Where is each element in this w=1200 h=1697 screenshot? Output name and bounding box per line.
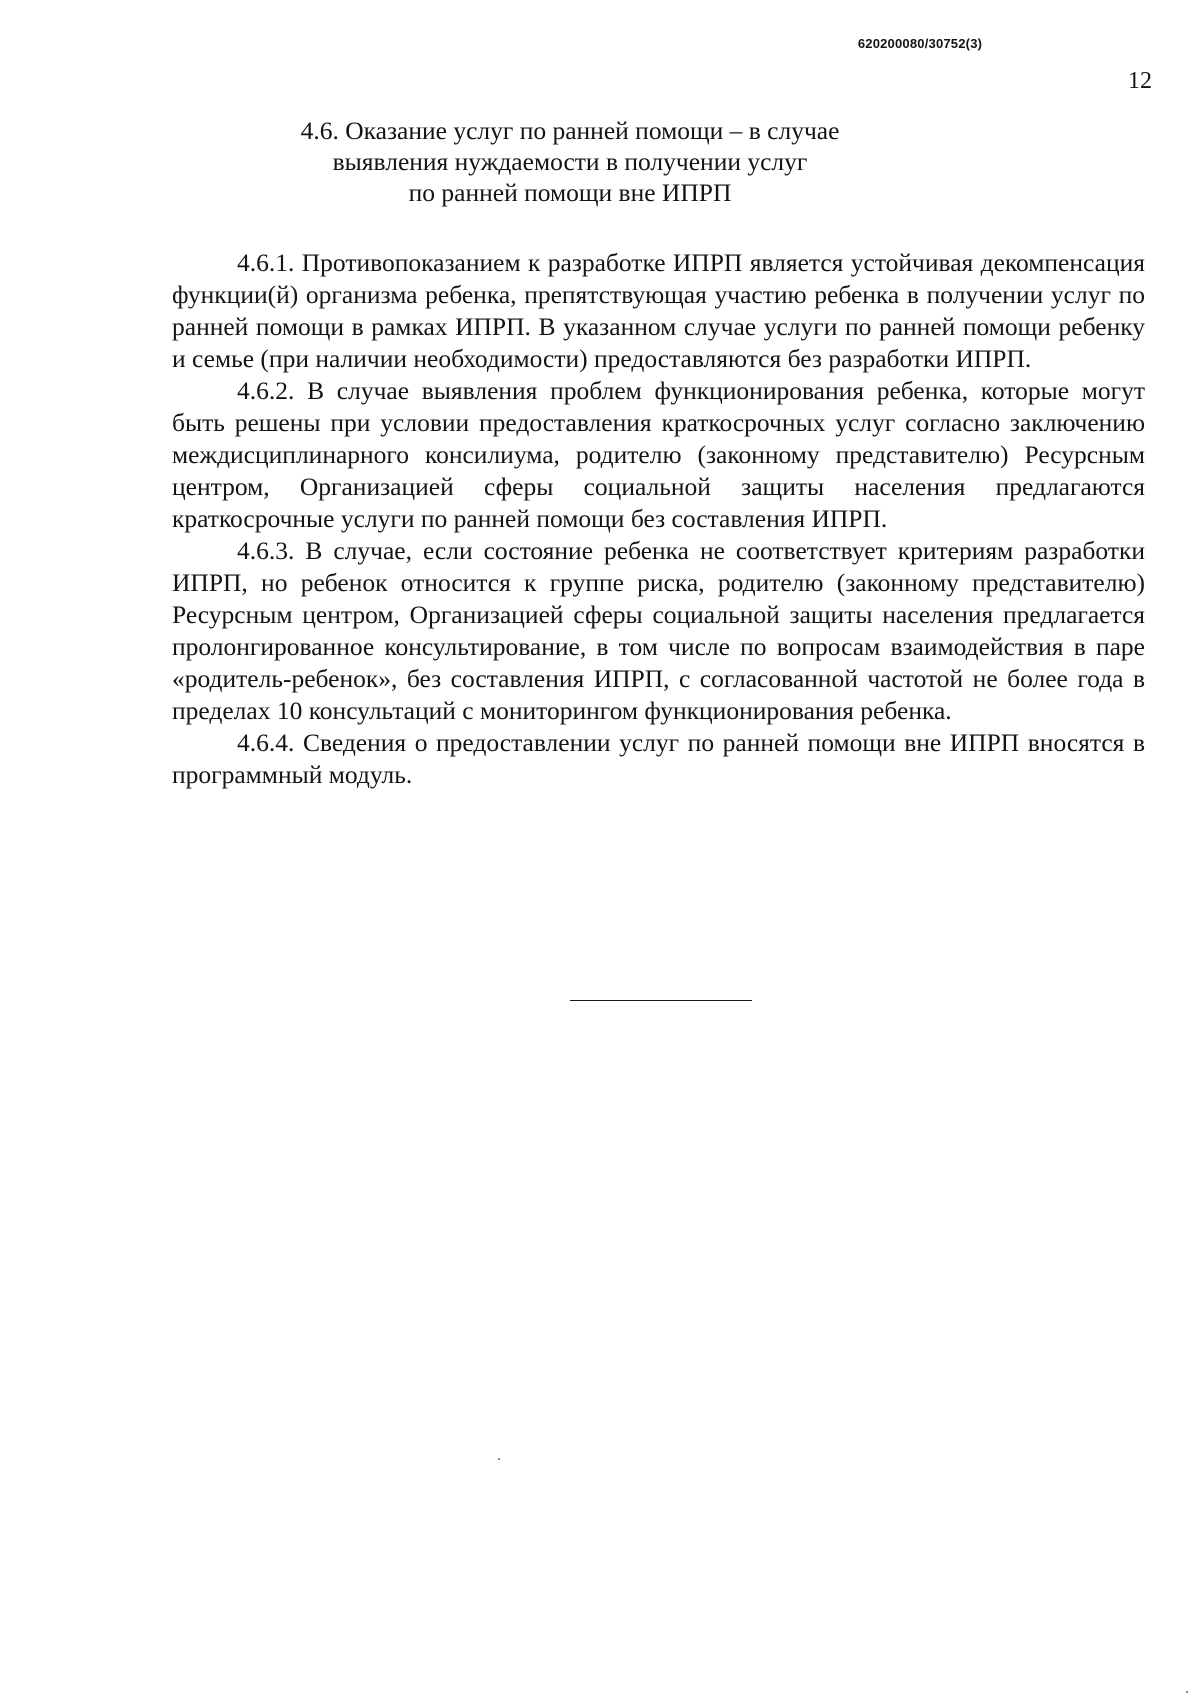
paragraph-4-6-1: 4.6.1. Противопоказанием к разработке ИПРП является устойчивая декомпенсация функции(й) организма ребенка, препятствующая участию ребенка в получении услуг по ранней помощи в рамках ИПРП. В указанном случае услуги по ранней помощи ребенку и семье (при наличии необходимости) предоставляются без разработки ИПРП. xyxy=(172,248,1145,373)
scan-speck xyxy=(498,1458,500,1460)
section-heading-line: 4.6. Оказание услуг по ранней помощи – в случае xyxy=(300,116,840,145)
section-heading-line: по ранней помощи вне ИПРП xyxy=(408,178,732,207)
section-heading-line: выявления нуждаемости в получении услуг xyxy=(332,147,808,176)
document-registration-code: 620200080/30752(3) xyxy=(857,36,983,51)
section-heading xyxy=(270,115,870,208)
paragraph-4-6-2: 4.6.2. В случае выявления проблем функционирования ребенка, которые могут быть решены при условии предоставления краткосрочных услуг согласно заключению междисциплинарного консилиума, родителю (законному представителю) Ресурсным центром, Организацией сферы социальной защиты населения предлагаются краткосрочные услуги по ранней помощи без составления ИПРП. xyxy=(172,376,1145,533)
page-number: 12 xyxy=(1128,68,1152,94)
end-of-text-rule xyxy=(570,1000,752,1001)
paragraph-4-6-4: 4.6.4. Сведения о предоставлении услуг по ранней помощи вне ИПРП вносятся в программный модуль. xyxy=(172,728,1145,789)
section-body xyxy=(172,247,1145,791)
scan-speck xyxy=(1186,1691,1188,1693)
paragraph-4-6-3: 4.6.3. В случае, если состояние ребенка не соответствует критериям разработки ИПРП, но ребенок относится к группе риска, родителю (законному представителю) Ресурсным центром, Организацией сферы социальной защиты населения предлагается пролонгированное консультирование, в том числе по вопросам взаимодействия в паре «родитель-ребенок», без составления ИПРП, с согласованной частотой не более года в пределах 10 консультаций с мониторингом функционирования ребенка. xyxy=(172,536,1145,725)
